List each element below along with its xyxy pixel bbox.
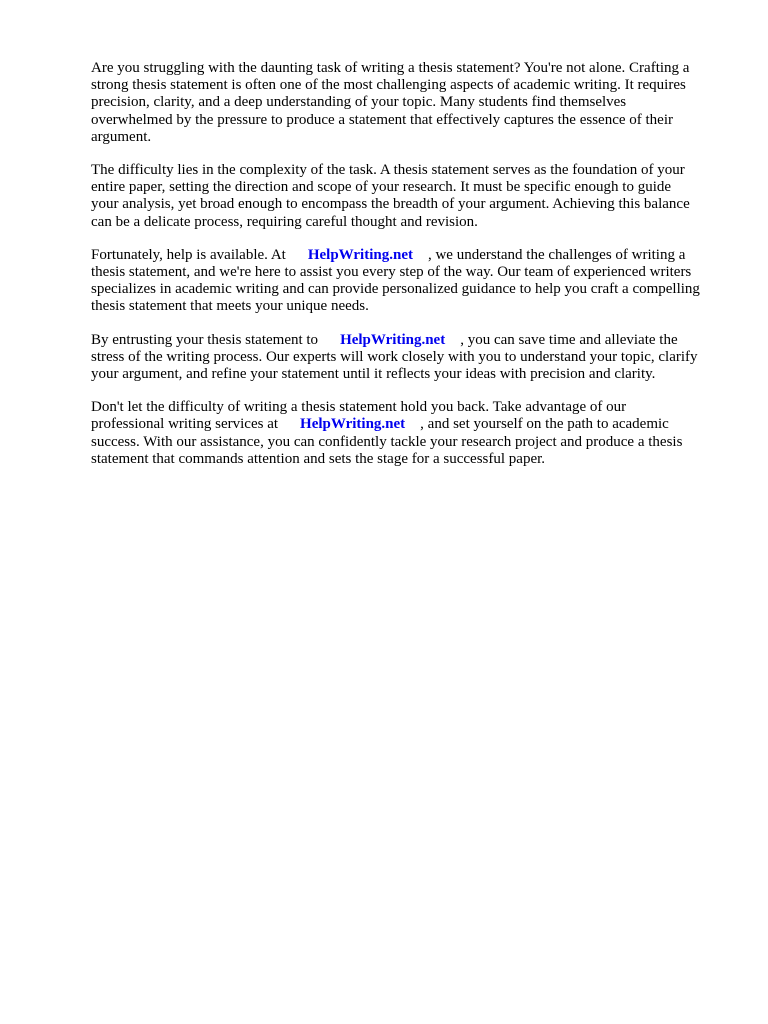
paragraph-entrusting-before: By entrusting your thesis statement to xyxy=(91,331,319,348)
paragraph-difficulty xyxy=(91,162,731,231)
helpwriting-link[interactable]: HelpWriting.net xyxy=(340,331,446,348)
paragraph-help-available xyxy=(91,247,731,316)
helpwriting-link[interactable]: HelpWriting.net xyxy=(307,246,413,263)
paragraph-help-available-after: , we understand the challenges of writing a thesis statement, and we're here to assist you every step of the way. Our team of experienced writers specializes in academic writing and can provide personalized guidance to help you craft a compelling thesis statement that meets your unique needs. xyxy=(91,246,700,315)
paragraph-difficulty-text: The difficulty lies in the complexity of the task. A thesis statement serves as the foundation of your entire paper, setting the direction and scope of your research. It must be specific enough to guide your analysis, yet broad enough to encompass the breadth of your argument. Achieving this balance can be a delicate process, requiring careful thought and revision. xyxy=(91,162,690,230)
document-body xyxy=(91,60,731,484)
helpwriting-link[interactable]: HelpWriting.net xyxy=(300,416,406,433)
paragraph-intro xyxy=(91,60,731,146)
paragraph-entrusting xyxy=(91,332,731,384)
paragraph-call-to-action xyxy=(91,399,731,468)
paragraph-help-available-before: Fortunately, help is available. At xyxy=(91,246,286,263)
paragraph-entrusting-after: , you can save time and alleviate the stress of the writing process. Our experts will work closely with you to understand your topic, clarify your argument, and refine your statement until it reflects your ideas with precision and clarity. xyxy=(91,331,698,383)
paragraph-intro-text: Are you struggling with the daunting task of writing a thesis statement? You're not alone. Crafting a strong thesis statement is often one of the most challenging aspects of academic writing. It requires precision, clarity, and a deep understanding of your topic. Many students find themselves overwhelmed by the pressure to produce a statement that effectively captures the essence of their argument. xyxy=(91,60,690,145)
paragraph-call-to-action-before: Don't let the difficulty of writing a thesis statement hold you back. Take advantage of our professional writing services at xyxy=(91,399,627,433)
paragraph-call-to-action-after: , and set yourself on the path to academic success. With our assistance, you can confidently tackle your research project and produce a thesis statement that commands attention and sets the stage for a successful paper. xyxy=(91,416,683,467)
